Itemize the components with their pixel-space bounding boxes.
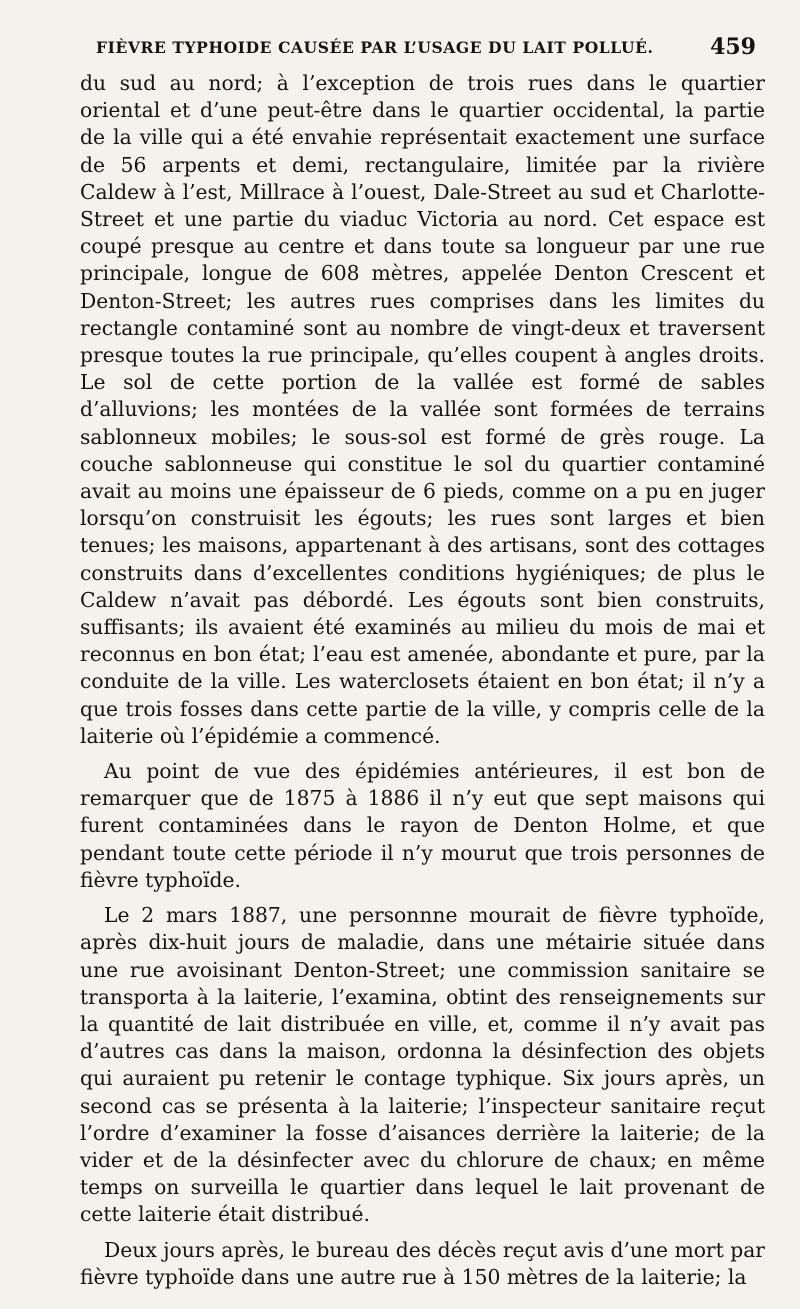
paragraph-continued: du sud au nord; à l’exception de trois rues dans le quartier oriental et d’une peut-être dans le quartier occidental, la partie de la ville qui a été envahie représentait exactement une surface de 56 arpents et demi, rectangulaire, limitée par la rivière Caldew à l’est, Millrace à l’ouest, Dale-Street au sud et Charlotte-Street et une partie du viaduc Victoria au nord. Cet espace est coupé presque au centre et dans toute sa longueur par une rue principale, longue de 608 mètres, appelée Denton Crescent et Denton-Street; les autres rues comprises dans les limites du rectangle contaminé sont au nombre de vingt-deux et traversent presque toutes la rue principale, qu’elles coupent à angles droits. Le sol de cette portion de la vallée est formé de sables d’alluvions; les montées de la vallée sont formées de terrains sablonneux mobiles; le sous-sol est formé de grès rouge. La couche sablonneuse qui constitue le sol du quartier contaminé avait au moins une épaisseur de 6 pieds, comme on a pu en juger lorsqu’on construisit les égouts; les rues sont larges et bien tenues; les maisons, appartenant à des artisans, sont des cottages construits dans d’excellentes conditions hygiéniques; de plus le Caldew n’avait pas débordé. Les égouts sont bien construits, suffisants; ils avaient été examinés au milieu du mois de mai et reconnus en bon état; l’eau est amenée, abondante et pure, par la conduite de la ville. Les waterclosets étaient en bon état; il n’y a que trois fosses dans cette partie de la ville, y compris celle de la laiterie où l’épidémie a commencé.: [80, 71, 765, 748]
running-head: [96, 34, 756, 62]
page-number: 459: [710, 34, 756, 60]
body-text: [80, 70, 765, 1291]
running-title: FIÈVRE TYPHOIDE CAUSÉE PAR L’USAGE DU LAIT POLLUÉ.: [96, 38, 654, 57]
paragraph-two-days-later: Deux jours après, le bureau des décès reçut avis d’une mort par fièvre typhoïde dans une autre rue à 150 mètres de la laiterie; la: [80, 1237, 765, 1289]
paragraph-march-1887: Le 2 mars 1887, une personnne mourait de fièvre typhoïde, après dix-huit jours de maladie, dans une métairie située dans une rue avoisinant Denton-Street; une commission sanitaire se transporta à la laiterie, l’examina, obtint des renseignements sur la quantité de lait distribuée en ville, et, comme il n’y avait pas d’autres cas dans la maison, ordonna la désinfection des objets qui auraient pu retenir le contage typhique. Six jours après, un second cas se présenta à la laiterie; l’inspecteur sanitaire reçut l’ordre d’examiner la fosse d’aisances derrière la laiterie; de la vider et de la désinfecter avec du chlorure de chaux; en même temps on surveilla le quartier dans lequel le lait provenant de cette laiterie était distribué.: [80, 903, 765, 1227]
paragraph-prior-epidemics: Au point de vue des épidémies antérieures, il est bon de remarquer que de 1875 à 1886 il n’y eut que sept maisons qui furent contaminées dans le rayon de Denton Holme, et que pendant toute cette période il n’y mourut que trois personnes de fièvre typhoïde.: [80, 759, 765, 892]
